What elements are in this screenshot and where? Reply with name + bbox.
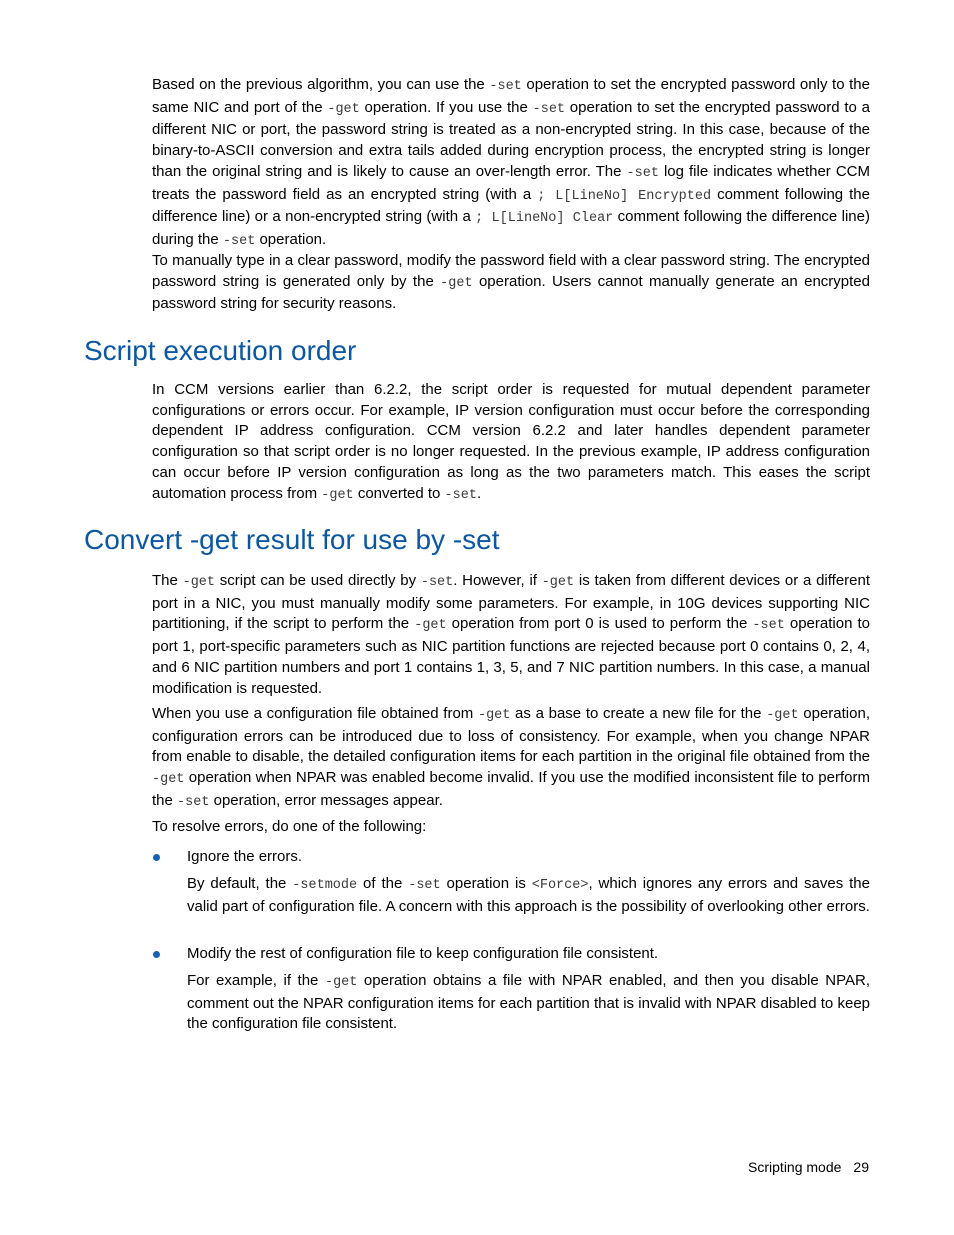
code-set: -set — [532, 101, 566, 117]
code-get: -get — [182, 575, 216, 590]
code-set: -set — [489, 79, 522, 94]
paragraph-ignore-detail: By default, the -setmode of the -set operation is <Force>, which ignores any errors and saves the valid part of configuration file. A concern with this approach is the possibility of overlooking other errors. — [187, 875, 870, 915]
footer-section-title: Scripting mode — [748, 1159, 842, 1175]
page-footer — [736, 1159, 869, 1175]
heading-script-execution-order: Script execution order — [84, 335, 357, 366]
paragraph-script-order: In CCM versions earlier than 6.2.2, the script order is requested for mutual dependent parameter configurations or errors occur. For example, IP version configuration must occur before the corresponding dependent IP address configuration. CCM version 6.2.2 and later handles dependent parameter configuration so that script order is no longer requested. In the previous example, IP address configuration can occur before IP version configuration as long as the two parameters match. This eases the script automation process from -get converted to -set. — [152, 381, 870, 503]
paragraph-encrypted-password: Based on the previous algorithm, you can use the -set operation to set the encrypted password only to the same NIC and port of the -get operation. If you use the -set operation to set the encrypted password to a different NIC or port, the password string is treated as a non-encrypted string. In this case, because of the binary-to-ASCII conversion and extra tails added during encryption process, the encrypted string is longer than the original string and is likely to cause an over-length error. The -set log file indicates whether CCM treats the password field as an encrypted string (with a ; L[LineNo] Encrypted comment following the difference line) or a non-encrypted string (with a ; L[LineNo] Clear comment following the difference line) during the -set operation. — [152, 76, 870, 249]
paragraph-convert-intro: The -get script can be used directly by -set. However, if -get is taken from different devices or a different port in a NIC, you must manually modify some parameters. For example, in 10G devices supporting NIC partitioning, if the script to perform the -get operation from port 0 is used to perform the -set operation to port 1, port-specific parameters such as NIC partition functions are rejected because port 0 contains 0, 2, 4, and 6 NIC partition numbers and port 1 contains 1, 3, 5, and 7 NIC partition numbers. In this case, a manual modification is requested. — [152, 572, 871, 697]
code-force: <Force> — [531, 878, 589, 893]
code-encrypted-comment: ; L[LineNo] Encrypted — [537, 188, 712, 204]
code-set: -set — [626, 165, 659, 181]
code-setmode: -setmode — [292, 878, 358, 893]
bullet-ignore-errors: Ignore the errors. — [187, 848, 303, 865]
code-clear-comment: ; L[LineNo] Clear — [475, 211, 614, 227]
bullet-icon — [153, 854, 160, 861]
bullet-icon — [153, 951, 160, 958]
code-get: -get — [327, 101, 360, 117]
code-get: -get — [440, 275, 473, 291]
code-get: -get — [152, 772, 185, 788]
code-get: -get — [324, 975, 358, 990]
code-set: -set — [408, 878, 441, 893]
code-set: -set — [752, 618, 785, 634]
bullet-modify-config: Modify the rest of configuration file to keep configuration file consistent. — [187, 945, 659, 962]
paragraph-config-file: When you use a configuration file obtained from -get as a base to create a new file for the -get operation, configuration errors can be introduced due to loss of consistency. For example, when you change NPAR from enable to disable, the detailed configuration items for each partition in the original file obtained from the -get operation when NPAR was enabled become invalid. If you use the modified inconsistent file to perform the -set operation, error messages appear. — [152, 705, 870, 810]
code-get: -get — [766, 708, 799, 723]
code-set: -set — [420, 575, 454, 590]
page-number: 29 — [853, 1159, 869, 1175]
code-get: -get — [414, 618, 447, 634]
code-set: -set — [222, 233, 256, 249]
paragraph-modify-detail: For example, if the -get operation obtains a file with NPAR enabled, and then you disable NPAR, comment out the NPAR configuration items for each partition that is invalid with NPAR disabled to keep the configuration file consistent. — [187, 972, 871, 1033]
code-get: -get — [477, 708, 511, 723]
code-get: -get — [321, 487, 354, 503]
code-set: -set — [177, 794, 210, 810]
paragraph-resolve-errors: To resolve errors, do one of the following: — [152, 818, 427, 835]
paragraph-clear-password: To manually type in a clear password, modify the password field with a clear password string. The encrypted password string is generated only by the -get operation. Users cannot manually generate an encrypted password string for security reasons. — [152, 252, 870, 313]
heading-convert-get-result: Convert -get result for use by -set — [84, 524, 500, 555]
code-set: -set — [444, 487, 477, 503]
code-get: -get — [541, 575, 575, 590]
